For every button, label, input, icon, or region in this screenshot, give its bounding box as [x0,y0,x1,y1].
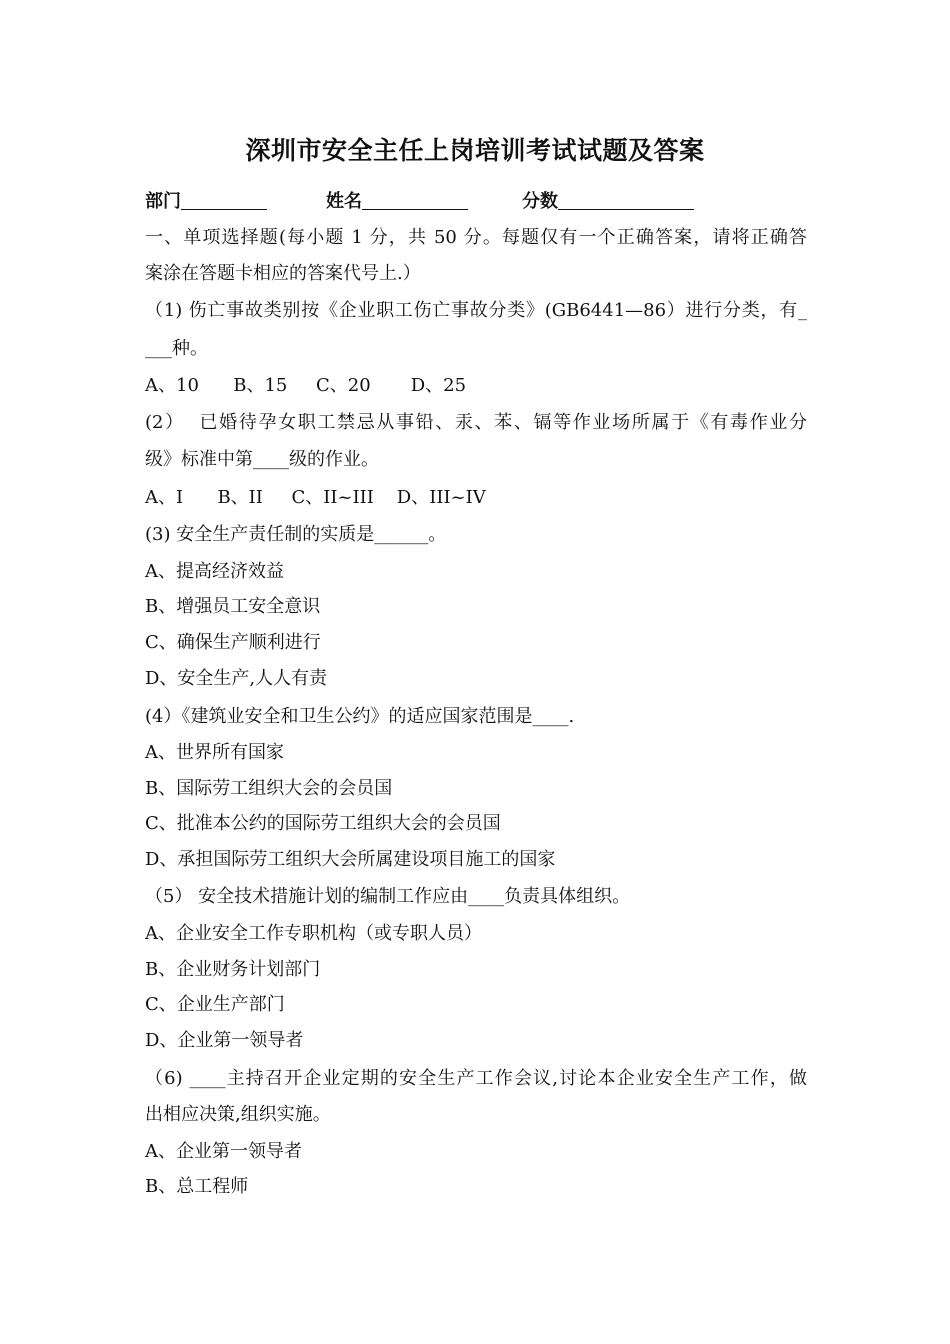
question-4-option-a: A、世界所有国家 [145,742,284,763]
name-label: 姓名 [326,191,362,212]
question-1-options: A、10 B、15 C、20 D、25 [145,375,467,396]
score-label: 分数 [522,191,558,212]
question-2-cont: 级》标准中第____级的作业。 [145,449,379,470]
score-field [522,187,694,213]
section-instruction-cont: 案涂在答题卡相应的答案代号上.） [145,263,421,284]
question-5: （5） 安全技术措施计划的编制工作应由____负责具体组织。 [145,886,631,907]
question-1-cont: ___种。 [145,338,208,359]
question-6-option-b: B、总工程师 [145,1176,249,1197]
department-blank[interactable] [181,191,267,210]
question-5-option-c: C、企业生产部门 [145,994,285,1015]
department-field [145,187,267,213]
question-3-option-b: B、增强员工安全意识 [145,596,321,617]
question-5-option-b: B、企业财务计划部门 [145,959,321,980]
question-4-option-c: C、批准本公约的国际劳工组织大会的会员国 [145,813,501,834]
question-4: (4）《建筑业安全和卫生公约》的适应国家范围是____. [145,706,575,727]
question-5-option-a: A、企业安全工作专职机构（或专职人员） [145,923,482,944]
question-3: (3) 安全生产责任制的实质是______。 [145,524,447,545]
question-3-option-d: D、安全生产,人人有责 [145,668,328,689]
question-6-option-a: A、企业第一领导者 [145,1141,302,1162]
question-4-option-b: B、国际劳工组织大会的会员国 [145,778,393,799]
question-2-options: A、I B、II C、II~III D、III~IV [145,487,486,508]
name-blank[interactable] [362,191,468,210]
section-instruction: 一、单项选择题(每小题 1 分，共 50 分。每题仅有一个正确答案，请将正确答 [145,227,807,248]
question-3-option-c: C、确保生产顺利进行 [145,632,321,653]
question-6: （6) ____主持召开企业定期的安全生产工作会议,讨论本企业安全生产工作，做 [145,1068,807,1089]
document-title: 深圳市安全主任上岗培训考试试题及答案 [245,136,705,165]
question-3-option-a: A、提高经济效益 [145,561,284,582]
question-6-cont: 出相应决策,组织实施。 [145,1104,331,1125]
score-blank[interactable] [558,191,694,210]
question-1: （1) 伤亡事故类别按《企业职工伤亡事故分类》(GB6441—86）进行分类，有_ [145,300,807,321]
question-4-option-d: D、承担国际劳工组织大会所属建设项目施工的国家 [145,849,556,870]
department-label: 部门 [145,191,181,212]
name-field [326,187,468,213]
question-2: (2） 已婚待孕女职工禁忌从事铅、汞、苯、镉等作业场所属于《有毒作业分 [145,412,807,433]
question-5-option-d: D、企业第一领导者 [145,1030,304,1051]
